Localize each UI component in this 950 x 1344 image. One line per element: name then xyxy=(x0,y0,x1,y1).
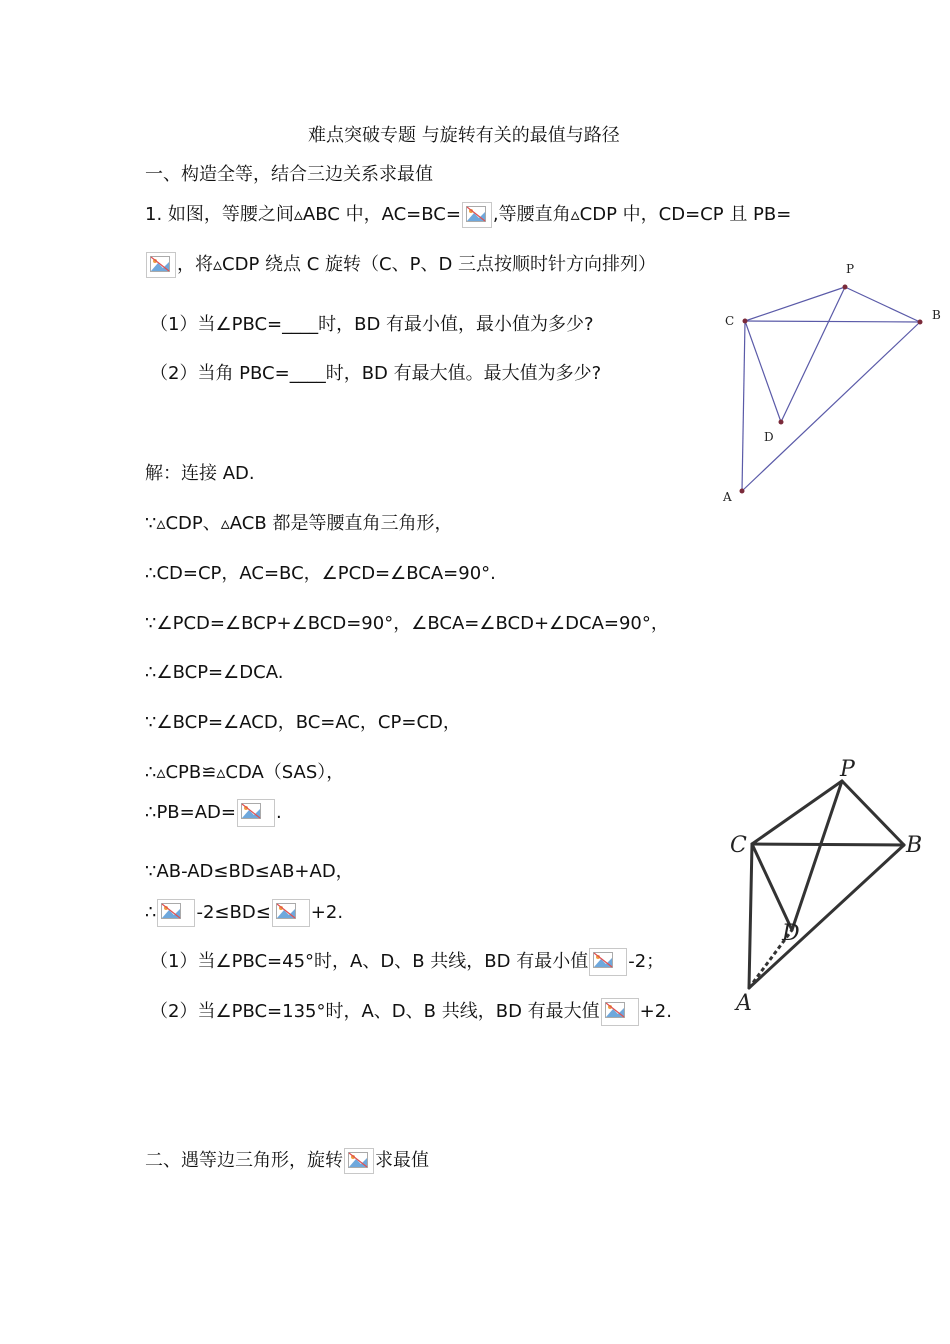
segment-ab xyxy=(742,322,920,491)
answer-1 xyxy=(150,948,664,976)
solution-intro: 解：连接 AD. xyxy=(145,463,255,484)
solution-range-b: -2≤BD≤ xyxy=(196,902,271,923)
broken-image-icon xyxy=(344,1148,374,1174)
segment-cd xyxy=(752,844,792,930)
label-a: A xyxy=(736,991,752,1016)
segment-cb xyxy=(752,844,904,845)
point-c xyxy=(743,319,748,324)
label-a: A xyxy=(723,490,732,504)
solution-step-2: ∴CD=CP，AC=BC，∠PCD=∠BCA=90°. xyxy=(145,563,496,584)
broken-image-icon xyxy=(157,899,195,927)
answer-1-end: -2； xyxy=(628,951,665,972)
broken-image-icon xyxy=(462,202,492,228)
geometry-figure-1 xyxy=(710,255,950,510)
solution-pb-text: ∴PB=AD= xyxy=(145,802,236,823)
problem-1-text-a: 1. 如图，等腰之间▵ABC 中，AC=BC= xyxy=(145,204,461,225)
segment-cp xyxy=(745,287,845,321)
problem-1-text-b: ,等腰直角▵CDP 中，CD=CP 且 PB= xyxy=(492,204,792,225)
solution-inequality: ∵AB-AD≤BD≤AB+AD， xyxy=(145,861,354,882)
page-title: 难点突破专题 与旋转有关的最值与路径 xyxy=(308,125,620,146)
section-2-text-b: 求最值 xyxy=(375,1150,429,1171)
label-d: D xyxy=(782,921,800,946)
segment-ca xyxy=(749,844,752,988)
segment-ab xyxy=(749,845,904,988)
broken-image-icon xyxy=(589,948,627,976)
solution-range xyxy=(145,899,343,927)
section-heading-1: 一、构造全等，结合三边关系求最值 xyxy=(145,164,433,185)
label-c: C xyxy=(730,833,747,858)
broken-image-icon xyxy=(146,252,176,278)
broken-image-icon xyxy=(272,899,310,927)
point-b xyxy=(918,320,923,325)
label-b: B xyxy=(932,308,941,322)
solution-step-pb xyxy=(145,799,282,827)
solution-pb-end: . xyxy=(276,802,282,823)
broken-image-icon xyxy=(601,998,639,1026)
label-p: P xyxy=(846,262,855,276)
label-b: B xyxy=(906,833,923,858)
label-p: P xyxy=(840,757,855,782)
answer-2-end: +2. xyxy=(639,1001,672,1022)
solution-step-5: ∵∠BCP=∠ACD，BC=AC，CP=CD， xyxy=(145,712,461,733)
segment-cd xyxy=(745,321,781,422)
section-heading-2 xyxy=(145,1148,429,1174)
section-2-text-a: 二、遇等边三角形，旋转 xyxy=(145,1150,343,1171)
point-p xyxy=(843,285,848,290)
point-a xyxy=(740,489,745,494)
segment-cb xyxy=(745,321,920,322)
label-d: D xyxy=(764,430,774,444)
problem-1-part-1: （1）当∠PBC=____时，BD 有最小值，最小值为多少? xyxy=(150,314,594,335)
segment-pb xyxy=(845,287,920,322)
geometry-figure-2 xyxy=(720,750,950,1020)
solution-step-1: ∵▵CDP、▵ACB 都是等腰直角三角形， xyxy=(145,513,453,534)
segment-cp xyxy=(752,781,842,844)
problem-1-line-1 xyxy=(145,202,791,228)
solution-range-a: ∴ xyxy=(145,902,157,923)
solution-step-6: ∴▵CPB≌▵CDA（SAS）， xyxy=(145,762,345,783)
broken-image-icon xyxy=(237,799,275,827)
point-d xyxy=(779,420,784,425)
problem-1-line-2 xyxy=(145,252,656,278)
problem-1-text-c: ，将▵CDP 绕点 C 旋转（C、P、D 三点按顺时针方向排列） xyxy=(177,254,657,275)
answer-1-text: （1）当∠PBC=45°时，A、D、B 共线，BD 有最小值 xyxy=(150,951,589,972)
answer-2 xyxy=(150,998,672,1026)
answer-2-text: （2）当∠PBC=135°时，A、D、B 共线，BD 有最大值 xyxy=(150,1001,600,1022)
solution-step-4: ∴∠BCP=∠DCA. xyxy=(145,662,284,683)
label-c: C xyxy=(725,314,735,328)
solution-step-3: ∵∠PCD=∠BCP+∠BCD=90°，∠BCA=∠BCD+∠DCA=90°， xyxy=(145,613,669,634)
segment-pb xyxy=(842,781,904,845)
solution-range-c: +2. xyxy=(310,902,344,923)
segment-ca xyxy=(742,321,745,491)
problem-1-part-2: （2）当角 PBC=____时，BD 有最大值。最大值为多少? xyxy=(150,363,602,384)
